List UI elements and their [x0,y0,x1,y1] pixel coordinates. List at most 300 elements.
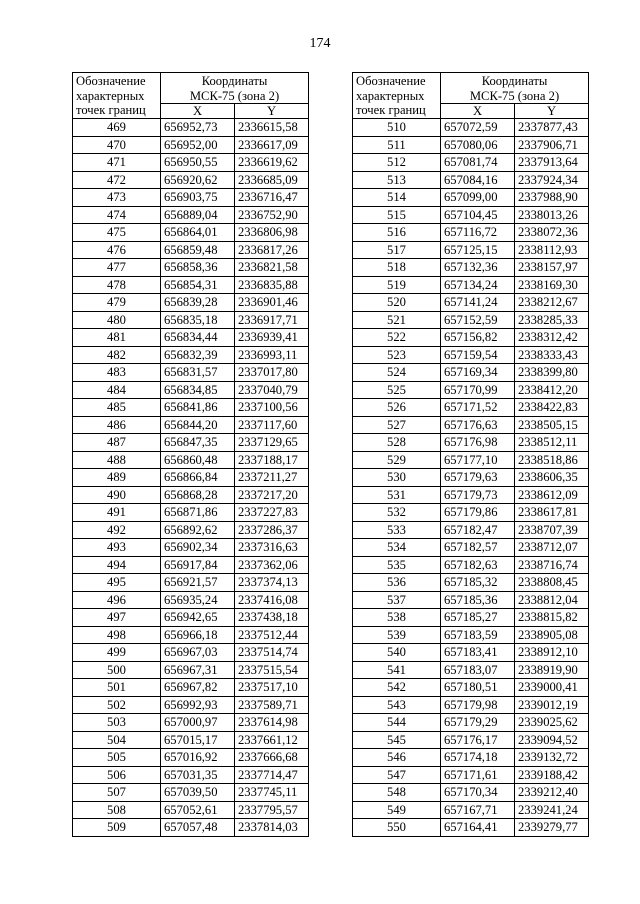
x-coordinate-cell: 657185,27 [441,609,515,627]
point-id-cell: 476 [73,241,161,259]
point-id-cell: 486 [73,416,161,434]
point-id-cell: 509 [73,819,161,837]
y-coordinate-cell: 2339000,41 [515,679,589,697]
point-id-cell: 516 [353,224,441,242]
table-row [353,451,589,469]
point-id-cell: 531 [353,486,441,504]
x-coordinate-cell: 657182,63 [441,556,515,574]
y-coordinate-cell: 2338212,67 [515,294,589,312]
point-id-cell: 535 [353,556,441,574]
y-coordinate-cell: 2338512,11 [515,434,589,452]
point-id-cell: 501 [73,679,161,697]
table-row [73,591,309,609]
table-row [73,364,309,382]
point-id-cell: 538 [353,609,441,627]
x-coordinate-cell: 657183,59 [441,626,515,644]
point-id-cell: 473 [73,189,161,207]
point-id-cell: 513 [353,171,441,189]
table-row [73,311,309,329]
x-coordinate-cell: 657182,57 [441,539,515,557]
x-coordinate-cell: 656967,82 [161,679,235,697]
y-coordinate-cell: 2336817,26 [235,241,309,259]
point-id-cell: 520 [353,294,441,312]
x-coordinate-cell: 657167,71 [441,801,515,819]
x-coordinate-cell: 656866,84 [161,469,235,487]
point-id-cell: 494 [73,556,161,574]
table-row [353,364,589,382]
x-coordinate-cell: 656860,48 [161,451,235,469]
x-coordinate-cell: 657176,98 [441,434,515,452]
x-coordinate-cell: 657179,73 [441,486,515,504]
y-coordinate-cell: 2336993,11 [235,346,309,364]
table-row [73,189,309,207]
point-id-cell: 518 [353,259,441,277]
table-row [73,521,309,539]
table-row [73,381,309,399]
point-id-cell: 489 [73,469,161,487]
y-coordinate-cell: 2337913,64 [515,154,589,172]
y-coordinate-cell: 2338606,35 [515,469,589,487]
x-coordinate-cell: 656868,28 [161,486,235,504]
table-row [73,714,309,732]
y-coordinate-cell: 2336752,90 [235,206,309,224]
table-row [353,399,589,417]
table-row [353,346,589,364]
y-coordinate-cell: 2338905,08 [515,626,589,644]
x-coordinate-cell: 656834,44 [161,329,235,347]
table-row [353,696,589,714]
table-row [73,154,309,172]
x-coordinate-cell: 656864,01 [161,224,235,242]
y-coordinate-cell: 2337714,47 [235,766,309,784]
x-coordinate-cell: 657099,00 [441,189,515,207]
x-column-header: X [441,104,515,119]
x-coordinate-cell: 656935,24 [161,591,235,609]
x-coordinate-cell: 657016,92 [161,749,235,767]
y-coordinate-cell: 2338716,74 [515,556,589,574]
y-coordinate-cell: 2338919,90 [515,661,589,679]
x-coordinate-cell: 657164,41 [441,819,515,837]
point-id-cell: 550 [353,819,441,837]
table-row [73,434,309,452]
x-coordinate-cell: 656921,57 [161,574,235,592]
table-row [73,276,309,294]
x-coordinate-cell: 657072,59 [441,119,515,137]
y-coordinate-cell: 2339094,52 [515,731,589,749]
y-coordinate-cell: 2337517,10 [235,679,309,697]
x-coordinate-cell: 656917,84 [161,556,235,574]
x-coordinate-cell: 657015,17 [161,731,235,749]
point-id-cell: 510 [353,119,441,137]
point-id-cell: 526 [353,399,441,417]
point-id-cell: 507 [73,784,161,802]
x-coordinate-cell: 657183,41 [441,644,515,662]
y-coordinate-cell: 2339132,72 [515,749,589,767]
y-coordinate-cell: 2337589,71 [235,696,309,714]
y-coordinate-cell: 2338518,86 [515,451,589,469]
y-coordinate-cell: 2338617,81 [515,504,589,522]
y-coordinate-cell: 2338285,33 [515,311,589,329]
x-coordinate-cell: 656967,31 [161,661,235,679]
x-coordinate-cell: 657176,17 [441,731,515,749]
x-coordinate-cell: 657185,32 [441,574,515,592]
point-id-cell: 540 [353,644,441,662]
x-coordinate-cell: 657179,63 [441,469,515,487]
point-id-cell: 512 [353,154,441,172]
table-row [353,259,589,277]
x-coordinate-cell: 657171,52 [441,399,515,417]
table-row [73,206,309,224]
x-coordinate-cell: 656839,28 [161,294,235,312]
page-number: 174 [309,36,331,51]
point-id-cell: 530 [353,469,441,487]
point-id-cell: 524 [353,364,441,382]
y-coordinate-cell: 2337316,63 [235,539,309,557]
y-coordinate-cell: 2337438,18 [235,609,309,627]
y-coordinate-cell: 2337906,71 [515,136,589,154]
table-row [73,119,309,137]
y-coordinate-cell: 2337988,90 [515,189,589,207]
table-row [73,749,309,767]
point-id-cell: 532 [353,504,441,522]
point-id-cell: 511 [353,136,441,154]
x-coordinate-cell: 657183,07 [441,661,515,679]
point-id-cell: 471 [73,154,161,172]
y-coordinate-cell: 2338312,42 [515,329,589,347]
table-row [73,329,309,347]
point-id-cell: 474 [73,206,161,224]
point-id-cell: 505 [73,749,161,767]
y-coordinate-cell: 2337286,37 [235,521,309,539]
table-row [353,609,589,627]
y-coordinate-cell: 2337017,80 [235,364,309,382]
point-id-cell: 528 [353,434,441,452]
y-coordinate-cell: 2339212,40 [515,784,589,802]
table-row [353,469,589,487]
y-coordinate-cell: 2337374,13 [235,574,309,592]
x-coordinate-cell: 657170,99 [441,381,515,399]
y-coordinate-cell: 2336619,62 [235,154,309,172]
point-label-header: Обозначение характерных точек границ [353,73,441,119]
table-row [353,486,589,504]
table-row [353,276,589,294]
table-row [353,784,589,802]
point-id-cell: 484 [73,381,161,399]
point-id-cell: 522 [353,329,441,347]
coordinates-table-right [352,72,589,837]
table-row [73,399,309,417]
y-coordinate-cell: 2337227,83 [235,504,309,522]
x-coordinate-cell: 657179,29 [441,714,515,732]
point-id-cell: 496 [73,591,161,609]
point-id-cell: 481 [73,329,161,347]
table-row [353,294,589,312]
table-row [353,714,589,732]
coordinates-group-header: Координаты МСК-75 (зона 2) [161,73,309,104]
table-row [73,731,309,749]
table-row [353,556,589,574]
point-id-cell: 503 [73,714,161,732]
table-body-left [73,119,309,837]
point-id-cell: 515 [353,206,441,224]
table-row [353,766,589,784]
table-row [73,539,309,557]
x-coordinate-cell: 656966,18 [161,626,235,644]
y-coordinate-cell: 2336615,58 [235,119,309,137]
y-coordinate-cell: 2337745,11 [235,784,309,802]
table-row [73,574,309,592]
x-coordinate-cell: 656920,62 [161,171,235,189]
point-id-cell: 479 [73,294,161,312]
point-id-cell: 549 [353,801,441,819]
x-coordinate-cell: 656844,20 [161,416,235,434]
y-coordinate-cell: 2338399,80 [515,364,589,382]
y-coordinate-cell: 2337924,34 [515,171,589,189]
y-coordinate-cell: 2338072,36 [515,224,589,242]
y-coordinate-cell: 2339241,24 [515,801,589,819]
x-coordinate-cell: 657132,36 [441,259,515,277]
table-row [73,241,309,259]
table-row [353,189,589,207]
y-coordinate-cell: 2336806,98 [235,224,309,242]
y-coordinate-cell: 2336617,09 [235,136,309,154]
table-row [353,381,589,399]
point-id-cell: 548 [353,784,441,802]
table-row [73,766,309,784]
table-row [73,171,309,189]
x-coordinate-cell: 657179,86 [441,504,515,522]
y-coordinate-cell: 2336835,88 [235,276,309,294]
x-coordinate-cell: 657000,97 [161,714,235,732]
point-id-cell: 478 [73,276,161,294]
y-coordinate-cell: 2337666,68 [235,749,309,767]
y-coordinate-cell: 2338412,20 [515,381,589,399]
table-row [353,626,589,644]
table-row [73,504,309,522]
y-coordinate-cell: 2338812,04 [515,591,589,609]
x-coordinate-cell: 656952,73 [161,119,235,137]
point-label-header: Обозначение характерных точек границ [73,73,161,119]
y-coordinate-cell: 2338157,97 [515,259,589,277]
coordinates-group-header: Координаты МСК-75 (зона 2) [441,73,589,104]
x-coordinate-cell: 657052,61 [161,801,235,819]
y-coordinate-cell: 2337117,60 [235,416,309,434]
point-id-cell: 543 [353,696,441,714]
point-id-cell: 508 [73,801,161,819]
point-id-cell: 493 [73,539,161,557]
table-row [73,696,309,714]
point-id-cell: 534 [353,539,441,557]
table-row [73,556,309,574]
x-coordinate-cell: 657125,15 [441,241,515,259]
point-id-cell: 521 [353,311,441,329]
table-row [353,224,589,242]
y-coordinate-cell: 2337795,57 [235,801,309,819]
table-row [73,416,309,434]
x-coordinate-cell: 657169,34 [441,364,515,382]
point-id-cell: 529 [353,451,441,469]
x-coordinate-cell: 657081,74 [441,154,515,172]
point-id-cell: 497 [73,609,161,627]
x-coordinate-cell: 657170,34 [441,784,515,802]
point-id-cell: 495 [73,574,161,592]
y-coordinate-cell: 2338333,43 [515,346,589,364]
y-coordinate-cell: 2338112,93 [515,241,589,259]
point-id-cell: 506 [73,766,161,784]
table-row [73,469,309,487]
x-coordinate-cell: 656992,93 [161,696,235,714]
x-coordinate-cell: 656871,86 [161,504,235,522]
table-row [73,661,309,679]
y-coordinate-cell: 2336716,47 [235,189,309,207]
x-coordinate-cell: 657084,16 [441,171,515,189]
point-id-cell: 514 [353,189,441,207]
table-row [73,486,309,504]
x-coordinate-cell: 657057,48 [161,819,235,837]
y-coordinate-cell: 2337512,44 [235,626,309,644]
y-coordinate-cell: 2337514,74 [235,644,309,662]
x-coordinate-cell: 656892,62 [161,521,235,539]
y-coordinate-cell: 2336685,09 [235,171,309,189]
table-row [353,679,589,697]
point-id-cell: 527 [353,416,441,434]
point-id-cell: 536 [353,574,441,592]
point-id-cell: 490 [73,486,161,504]
point-id-cell: 480 [73,311,161,329]
point-id-cell: 525 [353,381,441,399]
y-coordinate-cell: 2338505,15 [515,416,589,434]
point-id-cell: 502 [73,696,161,714]
table-row [353,749,589,767]
table-row [73,784,309,802]
table-row [353,241,589,259]
point-id-cell: 537 [353,591,441,609]
x-coordinate-cell: 656942,65 [161,609,235,627]
y-column-header: Y [235,104,309,119]
table-row [353,329,589,347]
y-coordinate-cell: 2337515,54 [235,661,309,679]
y-coordinate-cell: 2336821,58 [235,259,309,277]
x-coordinate-cell: 656903,75 [161,189,235,207]
y-column-header: Y [515,104,589,119]
point-id-cell: 499 [73,644,161,662]
x-coordinate-cell: 657159,54 [441,346,515,364]
table-row [353,504,589,522]
x-coordinate-cell: 657141,24 [441,294,515,312]
point-id-cell: 547 [353,766,441,784]
point-id-cell: 491 [73,504,161,522]
x-coordinate-cell: 657152,59 [441,311,515,329]
y-coordinate-cell: 2337362,06 [235,556,309,574]
point-id-cell: 488 [73,451,161,469]
y-coordinate-cell: 2336939,41 [235,329,309,347]
y-coordinate-cell: 2338712,07 [515,539,589,557]
y-coordinate-cell: 2338912,10 [515,644,589,662]
point-id-cell: 545 [353,731,441,749]
y-coordinate-cell: 2337217,20 [235,486,309,504]
x-coordinate-cell: 657080,06 [441,136,515,154]
x-coordinate-cell: 656847,35 [161,434,235,452]
y-coordinate-cell: 2338612,09 [515,486,589,504]
x-coordinate-cell: 657182,47 [441,521,515,539]
x-coordinate-cell: 657185,36 [441,591,515,609]
x-coordinate-cell: 656889,04 [161,206,235,224]
point-id-cell: 472 [73,171,161,189]
y-coordinate-cell: 2338707,39 [515,521,589,539]
y-coordinate-cell: 2337100,56 [235,399,309,417]
x-coordinate-cell: 657156,82 [441,329,515,347]
x-coordinate-cell: 657179,98 [441,696,515,714]
point-id-cell: 500 [73,661,161,679]
x-coordinate-cell: 657116,72 [441,224,515,242]
table-row [353,819,589,837]
x-coordinate-cell: 657134,24 [441,276,515,294]
x-coordinate-cell: 657176,63 [441,416,515,434]
point-id-cell: 544 [353,714,441,732]
x-coordinate-cell: 657174,18 [441,749,515,767]
table-row [353,416,589,434]
y-coordinate-cell: 2336901,46 [235,294,309,312]
point-id-cell: 523 [353,346,441,364]
table-row [73,609,309,627]
y-coordinate-cell: 2337661,12 [235,731,309,749]
table-row [353,119,589,137]
table-row [353,206,589,224]
y-coordinate-cell: 2337040,79 [235,381,309,399]
x-coordinate-cell: 656967,03 [161,644,235,662]
point-id-cell: 519 [353,276,441,294]
x-coordinate-cell: 656858,36 [161,259,235,277]
y-coordinate-cell: 2338169,30 [515,276,589,294]
point-id-cell: 475 [73,224,161,242]
table-row [73,224,309,242]
y-coordinate-cell: 2337129,65 [235,434,309,452]
x-coordinate-cell: 656902,34 [161,539,235,557]
y-coordinate-cell: 2338808,45 [515,574,589,592]
table-row [73,801,309,819]
x-coordinate-cell: 657180,51 [441,679,515,697]
x-coordinate-cell: 657171,61 [441,766,515,784]
point-id-cell: 487 [73,434,161,452]
x-coordinate-cell: 657031,35 [161,766,235,784]
table-row [73,819,309,837]
x-coordinate-cell: 657104,45 [441,206,515,224]
table-row [73,294,309,312]
table-row [353,801,589,819]
x-coordinate-cell: 656854,31 [161,276,235,294]
point-id-cell: 485 [73,399,161,417]
table-row [353,731,589,749]
table-row [353,574,589,592]
y-coordinate-cell: 2336917,71 [235,311,309,329]
table-row [353,136,589,154]
x-coordinate-cell: 657177,10 [441,451,515,469]
y-coordinate-cell: 2337814,03 [235,819,309,837]
table-row [353,539,589,557]
y-coordinate-cell: 2339025,62 [515,714,589,732]
table-row [353,521,589,539]
x-coordinate-cell: 656831,57 [161,364,235,382]
point-id-cell: 504 [73,731,161,749]
table-row [73,346,309,364]
point-id-cell: 546 [353,749,441,767]
table-row [73,679,309,697]
table-row [73,626,309,644]
table-body-right [353,119,589,837]
point-id-cell: 477 [73,259,161,277]
table-row [73,259,309,277]
table-row [73,451,309,469]
